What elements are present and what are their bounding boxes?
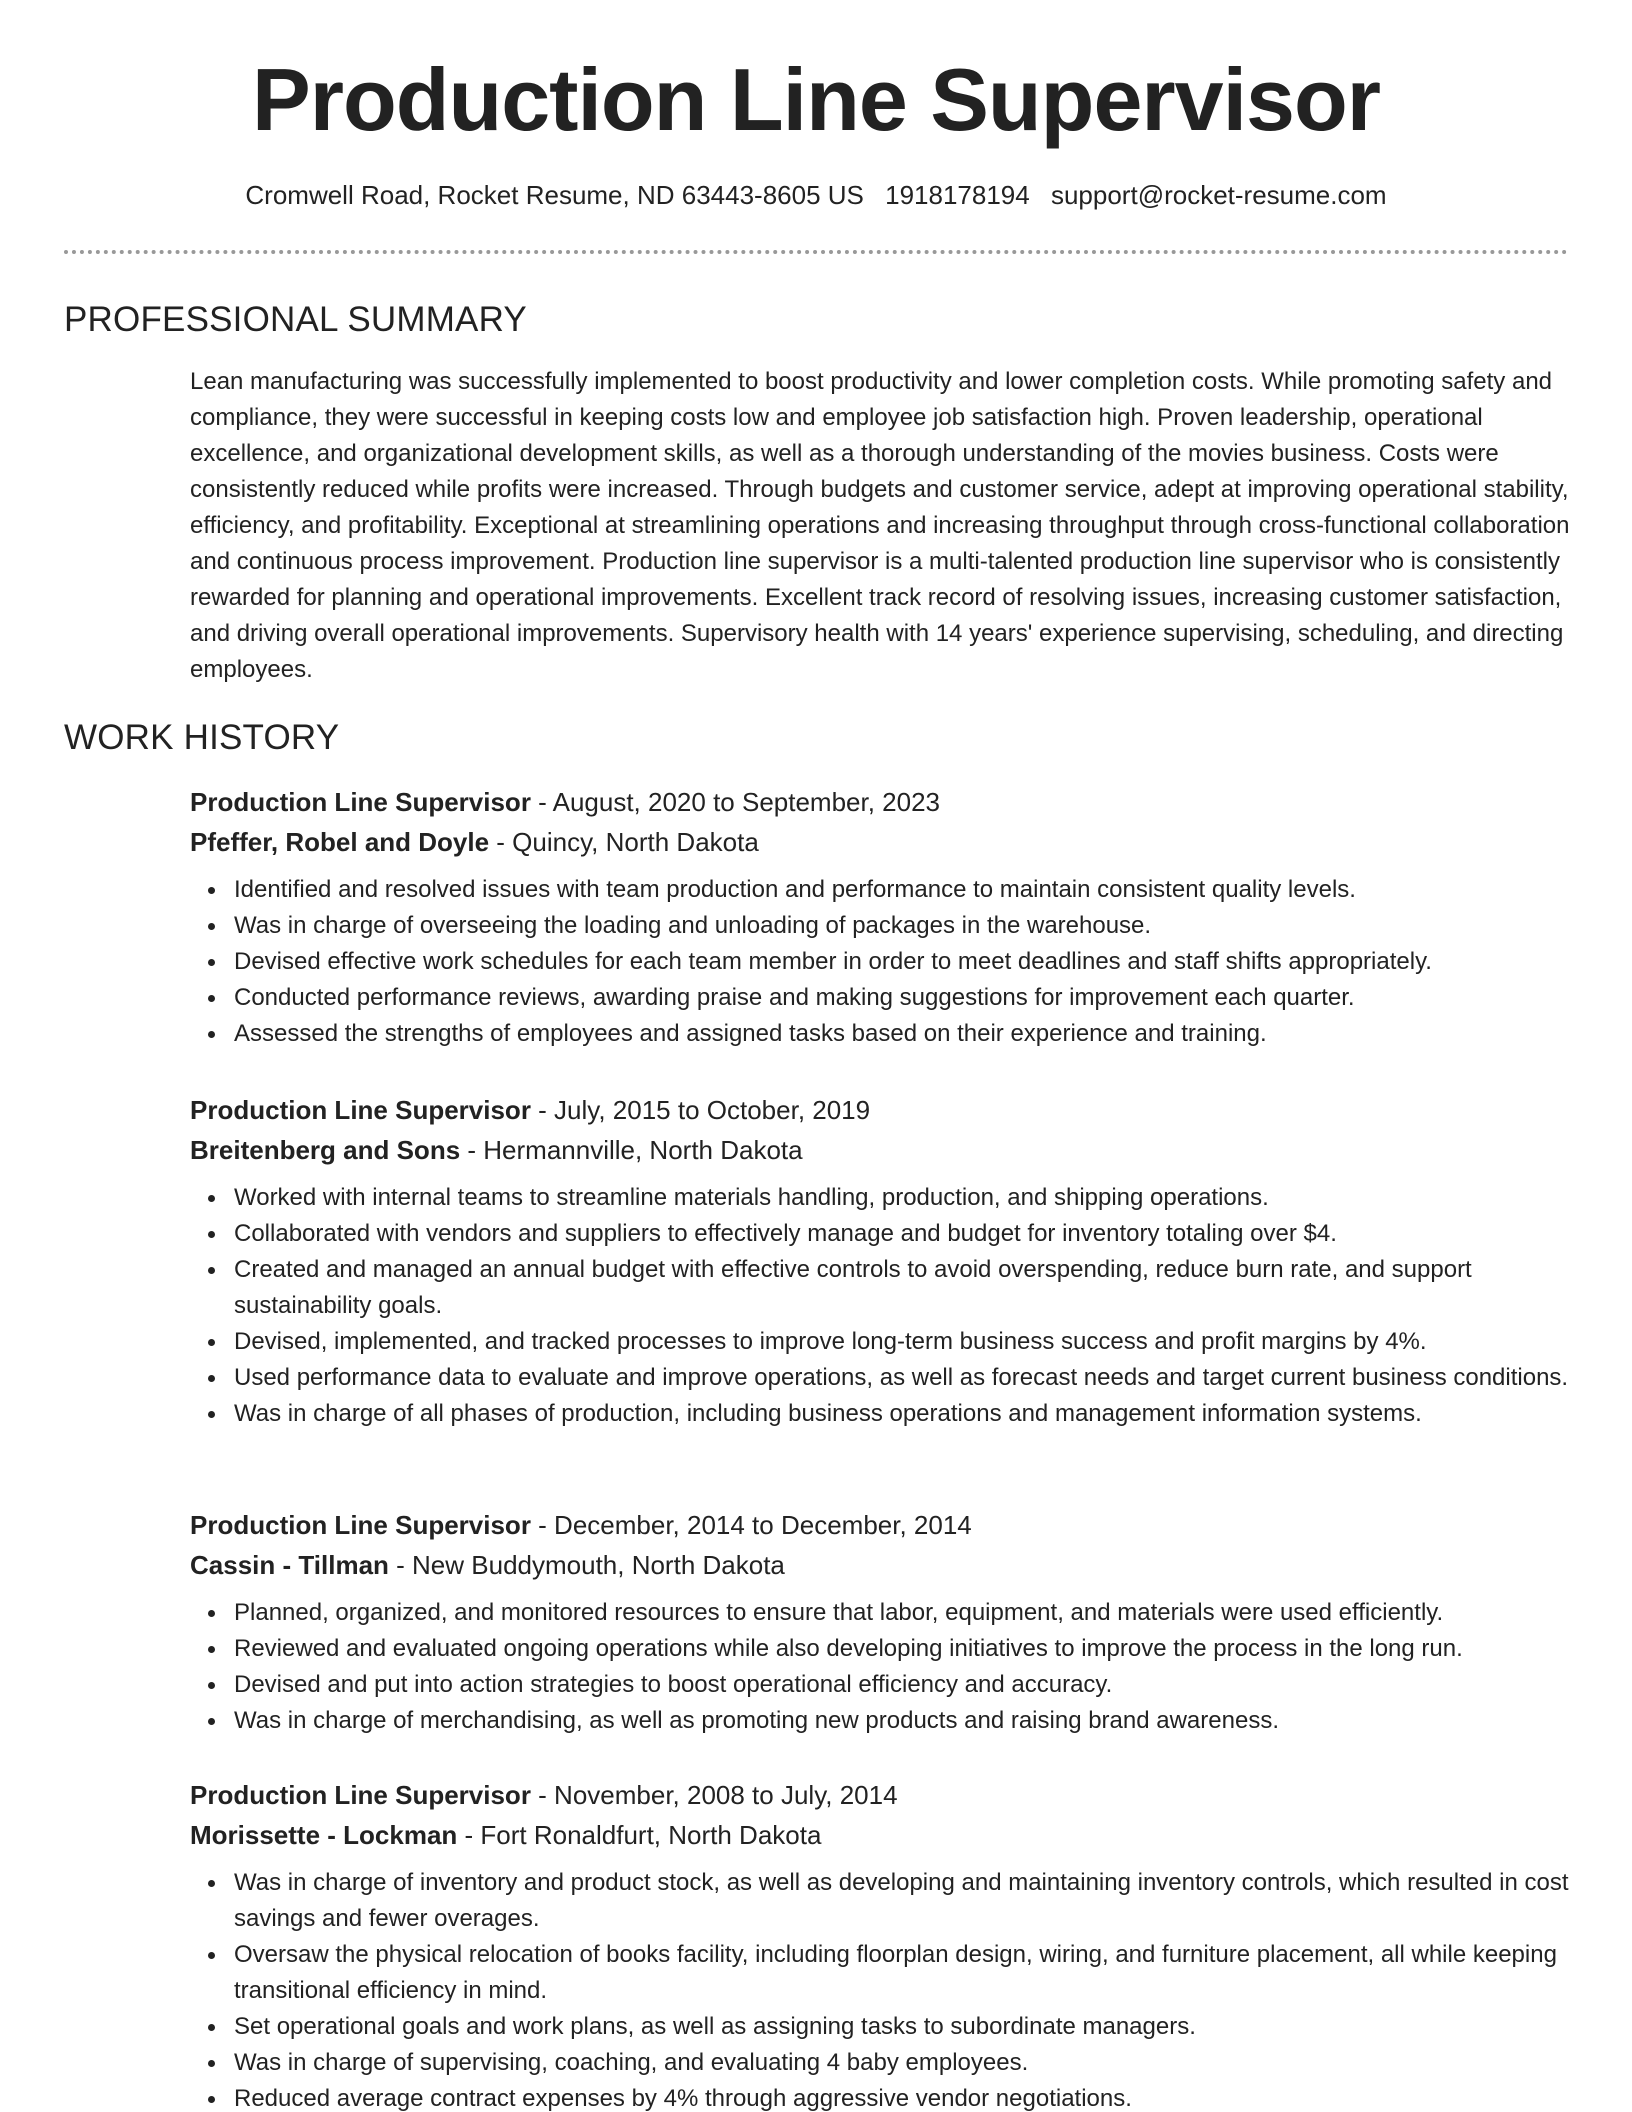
job-bullets bbox=[190, 1180, 1570, 1432]
job-bullet: Created and managed an annual budget with effective controls to avoid overspending, reduce burn rate, and support sustainability goals. bbox=[234, 1252, 1570, 1324]
job-company: Morissette - Lockman bbox=[190, 1820, 458, 1850]
job-title-line bbox=[190, 1505, 1570, 1545]
contact-email: support@rocket-resume.com bbox=[1050, 180, 1387, 210]
job-company: Breitenberg and Sons bbox=[190, 1135, 461, 1165]
job-bullet: Worked with internal teams to streamline materials handling, production, and shipping operations. bbox=[234, 1180, 1570, 1216]
job-location: - Quincy, North Dakota bbox=[489, 827, 759, 857]
contact-phone: 1918178194 bbox=[885, 180, 1030, 210]
job-entry bbox=[190, 782, 1570, 1052]
job-title: Production Line Supervisor bbox=[190, 1095, 531, 1125]
job-bullet: Devised, implemented, and tracked processes to improve long-term business success and profit margins by 4%. bbox=[234, 1324, 1570, 1360]
job-company-line bbox=[190, 1815, 1570, 1855]
job-title: Production Line Supervisor bbox=[190, 787, 531, 817]
job-bullets bbox=[190, 1595, 1570, 1739]
job-bullet: Reduced average contract expenses by 4% through aggressive vendor negotiations. bbox=[234, 2081, 1570, 2112]
job-bullet: Was in charge of merchandising, as well as promoting new products and raising brand awareness. bbox=[234, 1703, 1570, 1739]
job-bullet: Devised effective work schedules for each team member in order to meet deadlines and staff shifts appropriately. bbox=[234, 944, 1570, 980]
job-entry bbox=[190, 1505, 1570, 1739]
job-bullet: Oversaw the physical relocation of books facility, including floorplan design, wiring, and furniture placement, all while keeping transitional efficiency in mind. bbox=[234, 1937, 1570, 2009]
job-bullet: Was in charge of all phases of production, including business operations and management information systems. bbox=[234, 1396, 1570, 1432]
job-title: Production Line Supervisor bbox=[190, 1510, 531, 1540]
job-company-line bbox=[190, 1545, 1570, 1585]
job-title-line bbox=[190, 782, 1570, 822]
job-bullet: Used performance data to evaluate and improve operations, as well as forecast needs and target current business conditions. bbox=[234, 1360, 1570, 1396]
job-title-line bbox=[190, 1775, 1570, 1815]
job-dates: - August, 2020 to September, 2023 bbox=[530, 787, 941, 817]
job-bullets bbox=[190, 1865, 1570, 2112]
job-entry bbox=[190, 1775, 1570, 2112]
job-bullet: Set operational goals and work plans, as well as assigning tasks to subordinate managers. bbox=[234, 2009, 1570, 2045]
job-company: Cassin - Tillman bbox=[190, 1550, 389, 1580]
job-bullet: Assessed the strengths of employees and assigned tasks based on their experience and training. bbox=[234, 1016, 1570, 1052]
job-dates: - December, 2014 to December, 2014 bbox=[530, 1510, 972, 1540]
job-title-line bbox=[190, 1090, 1570, 1130]
resume-name: Production Line Supervisor bbox=[252, 50, 1380, 149]
summary-heading: PROFESSIONAL SUMMARY bbox=[64, 300, 527, 339]
contact-line bbox=[0, 180, 1632, 211]
job-entry bbox=[190, 1090, 1570, 1432]
job-bullet: Identified and resolved issues with team production and performance to maintain consistent quality levels. bbox=[234, 872, 1570, 908]
work-history-heading: WORK HISTORY bbox=[64, 718, 340, 757]
job-bullet: Collaborated with vendors and suppliers to effectively manage and budget for inventory totaling over $4. bbox=[234, 1216, 1570, 1252]
job-bullet: Planned, organized, and monitored resources to ensure that labor, equipment, and materials were used efficiently. bbox=[234, 1595, 1570, 1631]
job-dates: - November, 2008 to July, 2014 bbox=[530, 1780, 898, 1810]
job-location: - New Buddymouth, North Dakota bbox=[388, 1550, 785, 1580]
job-bullet: Was in charge of overseeing the loading and unloading of packages in the warehouse. bbox=[234, 908, 1570, 944]
job-company-line bbox=[190, 1130, 1570, 1170]
job-title: Production Line Supervisor bbox=[190, 1780, 531, 1810]
summary-text: Lean manufacturing was successfully implemented to boost productivity and lower completion costs. While promoting safety and compliance, they were successful in keeping costs low and employee job satisfaction high. Proven leadership, operational excellence, and organizational development skills, as well as a thorough understanding of the movies business. Costs were consistently reduced while profits were increased. Through budgets and customer service, adept at improving operational stability, efficiency, and profitability. Exceptional at streamlining operations and increasing throughput through cross-functional collaboration and continuous process improvement. Production line supervisor is a multi-talented production line supervisor who is consistently rewarded for planning and operational improvements. Excellent track record of resolving issues, increasing customer satisfaction, and driving overall operational improvements. Supervisory health with 14 years' experience supervising, scheduling, and directing employees. bbox=[190, 368, 1570, 683]
contact-address: Cromwell Road, Rocket Resume, ND 63443-8605 US bbox=[245, 180, 864, 210]
job-bullet: Was in charge of supervising, coaching, and evaluating 4 baby employees. bbox=[234, 2045, 1570, 2081]
job-bullet: Conducted performance reviews, awarding praise and making suggestions for improvement each quarter. bbox=[234, 980, 1570, 1016]
job-bullets bbox=[190, 872, 1570, 1052]
job-bullet: Devised and put into action strategies to boost operational efficiency and accuracy. bbox=[234, 1667, 1570, 1703]
job-dates: - July, 2015 to October, 2019 bbox=[530, 1095, 871, 1125]
job-company-line bbox=[190, 822, 1570, 862]
job-company: Pfeffer, Robel and Doyle bbox=[190, 827, 490, 857]
job-location: - Hermannville, North Dakota bbox=[460, 1135, 803, 1165]
job-bullet: Reviewed and evaluated ongoing operations while also developing initiatives to improve the process in the long run. bbox=[234, 1631, 1570, 1667]
header-divider bbox=[64, 250, 1568, 254]
job-location: - Fort Ronaldfurt, North Dakota bbox=[457, 1820, 822, 1850]
job-bullet: Was in charge of inventory and product stock, as well as developing and maintaining inventory controls, which resulted in cost savings and fewer overages. bbox=[234, 1865, 1570, 1937]
